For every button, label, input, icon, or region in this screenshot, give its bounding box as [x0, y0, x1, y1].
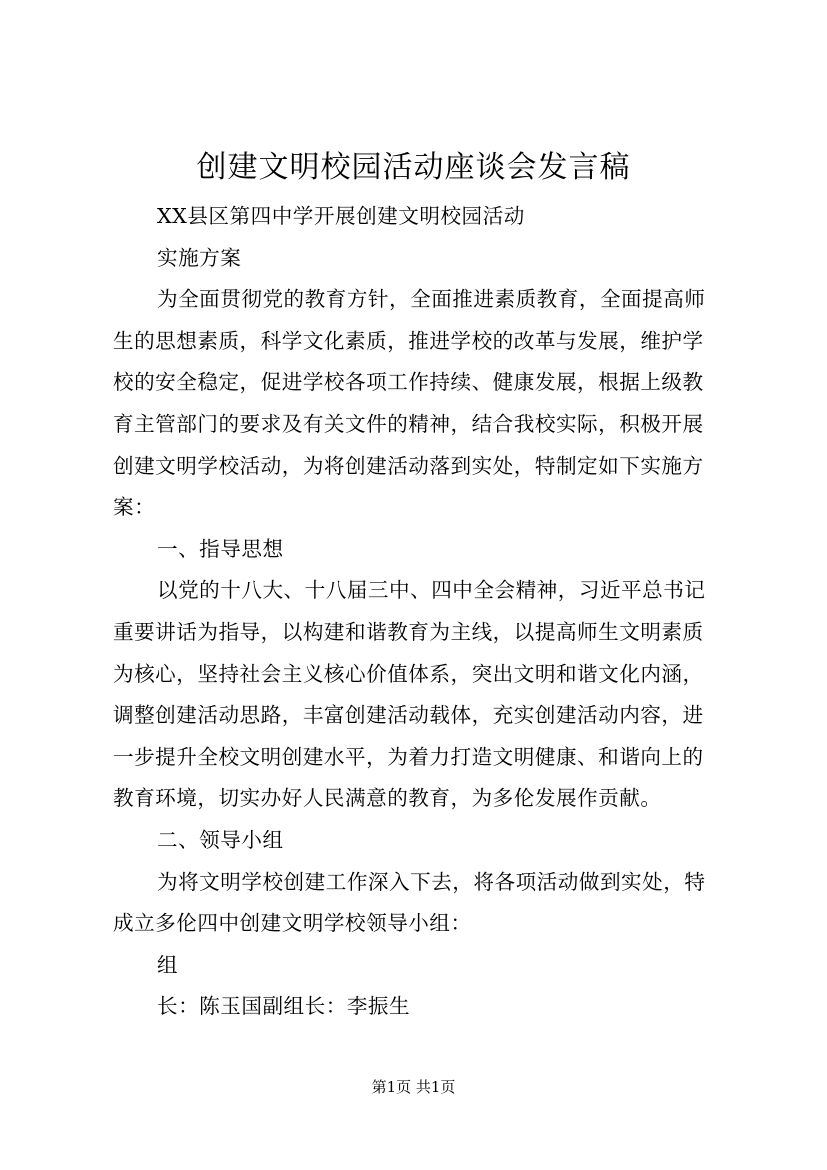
text-line: 实施方案: [157, 245, 242, 270]
text-line: XX县区第四中学开展创建文明校园活动: [157, 204, 525, 228]
text-line: 案：: [113, 495, 156, 520]
text-line: 创建文明学校活动，为将创建活动落到实处，特制定如下实施方: [113, 453, 704, 478]
text-line: 为全面贯彻党的教育方针，全面推进素质教育，全面提高师: [157, 287, 706, 312]
text-line: 教育环境，切实办好人民满意的教育，为多伦发展作贡献。: [113, 786, 662, 811]
text-line: 调整创建活动思路，丰富创建活动载体，充实创建活动内容，进: [113, 703, 704, 728]
text-line: 校的安全稳定，促进学校各项工作持续、健康发展，根据上级教: [113, 370, 704, 395]
text-line: 组: [157, 952, 179, 977]
text-line: 为核心，坚持社会主义核心价值体系，突出文明和谐文化内涵，: [113, 661, 704, 686]
document-title: 创建文明校园活动座谈会发言稿: [196, 150, 631, 185]
text-line: 重要讲话为指导，以构建和谐教育为主线，以提高师生文明素质: [113, 619, 704, 644]
page-footer: 第1页 共1页: [371, 1078, 456, 1096]
text-line: 成立多伦四中创建文明学校领导小组：: [113, 911, 472, 936]
section-heading: 二、领导小组: [157, 827, 284, 852]
text-line: 为将文明学校创建工作深入下去，将各项活动做到实处，特: [157, 869, 706, 894]
text-line: 长：陈玉国副组长：李振生: [157, 994, 411, 1019]
document-body: [113, 196, 733, 1028]
text-line: 育主管部门的要求及有关文件的精神，结合我校实际，积极开展: [113, 411, 704, 436]
text-line: 以党的十八大、十八届三中、四中全会精神，习近平总书记: [157, 578, 706, 603]
section-heading: 一、指导思想: [157, 536, 284, 561]
text-line: 一步提升全校文明创建水平，为着力打造文明健康、和谐向上的: [113, 744, 704, 769]
text-line: 生的思想素质，科学文化素质，推进学校的改革与发展，维护学: [113, 328, 704, 353]
